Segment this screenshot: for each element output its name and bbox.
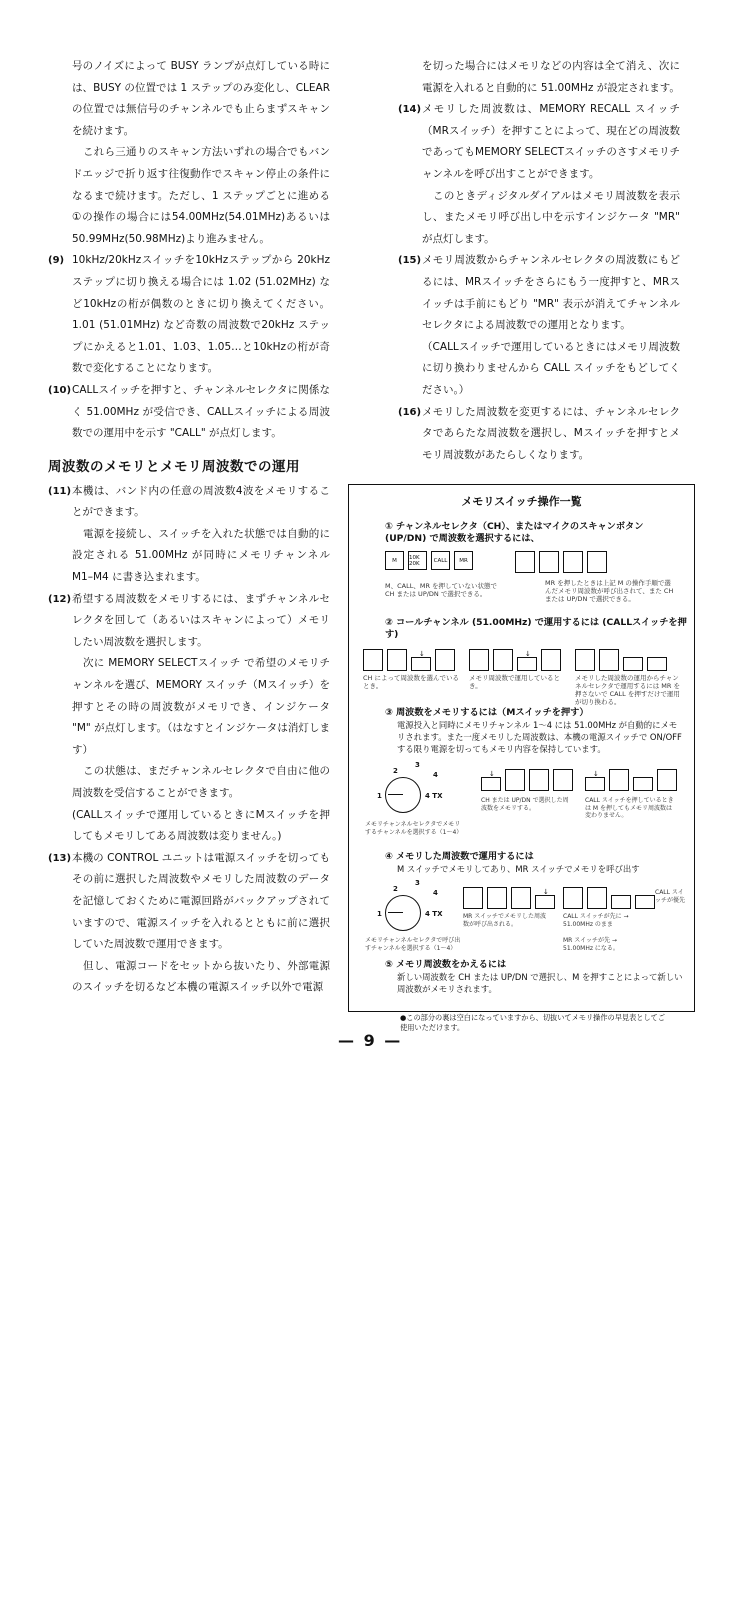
arrow-down-icon: ↓ [525,650,531,658]
step-1 [385,521,685,603]
item-number: (13) [48,852,72,864]
list-item [48,380,330,445]
switch-icon [481,770,501,791]
item-number: (16) [398,406,422,418]
paragraph: 但し、電源コードをセットから抜いたり、外部電源のスイッチを切るなど本機の電源スイッチ以外で電源 [72,959,330,994]
caption: MR スイッチでメモリした周波数が呼び出される。 [463,913,547,928]
memory-channel-dial-icon [385,895,421,931]
switch-icon [469,649,489,671]
item-text: CALLスイッチを押すと、チャンネルセレクタに関係なく 51.00MHz が受信でき、CALLスイッチによる周波数での運用中を示す "CALL" が点灯します。 [72,383,330,440]
dial-label: 1 [377,792,382,800]
dial-label: 4 TX [425,910,443,918]
arrow-down-icon: ↓ [593,770,599,778]
caption: CALL スイッチが先に → 51.00MHz のまま [563,913,629,928]
page-number: — 9 — [338,1031,403,1050]
switch-icon [587,887,607,909]
section-heading: 周波数のメモリとメモリ周波数での運用 [48,458,300,475]
item-text: 希望する周波数をメモリするには、まずチャンネルセレクタを回して（あるいはスキャンによって）メモリしたい周波数を選択します。 [72,592,330,648]
list-item [398,250,680,336]
right-column [398,56,680,466]
switch-icon [541,649,561,671]
list-item [48,589,330,654]
dial-label: 4 TX [425,792,443,800]
switch-icon [517,650,537,671]
switch-icon [511,887,531,909]
caption: メモリ周波数で運用しているとき。 [469,674,560,690]
paragraph: この状態は、まだチャンネルセレクタで自由に他の周波数を受信することができます。 [72,765,330,799]
switch-icon [493,649,513,671]
dial-label: 2 [393,885,398,893]
item-text: メモリした周波数を変更するには、チャンネルセレクタであらたな周波数を選択し、Mスイッチを押すとメモリ周波数があたらしくなります。 [422,405,680,461]
switch-diagram [515,551,607,573]
item-number: (10) [48,384,72,396]
footnote: ●この部分の裏は空白になっていますから、切抜いてメモリ操作の早見表としてご使用いただけます。 [400,1013,666,1032]
item-number: (9) [48,255,65,267]
caption: MR を押したときは上記 M の操作手順で選んだメモリ周波数が呼び出されて、また CH または UP/DN で選択できる。 [545,579,674,603]
paragraph: このときディジタルダイアルはメモリ周波数を表示し、またメモリ呼び出し中を示すインジケータ "MR" が点灯します。 [422,189,680,245]
switch-icon [553,769,573,791]
switch-icon [463,887,483,909]
item-number: (14) [398,104,422,116]
caption: CH または UP/DN で選択した周波数をメモリする。 [481,797,569,812]
left-column [48,56,330,999]
list-item [48,481,330,524]
step-text: M スイッチでメモリしてあり、MR スイッチでメモリを呼び出す [397,864,640,874]
step-text: 新しい周波数を CH または UP/DN で選択し、M を押すことによって新しい周波数がメモリされます。 [397,972,683,994]
paragraph: 号のノイズによって BUSY ランプが点灯している時には、BUSY の位置では 1 ステップのみ変化し、CLEAR の位置では無信号のチャンネルでも止らまずスキャンを続けます。 [72,60,330,137]
dial-label: 4 [433,771,438,779]
item-number: (15) [398,255,422,267]
caption: M、CALL、MR を押していない状態で CH または UP/DN で選択できる。 [385,582,498,598]
switch-group [469,649,561,671]
switch-icon [535,888,555,909]
list-item [48,250,330,380]
box-title: メモリスイッチ操作一覧 [461,495,582,508]
arrow-down-icon: ↓ [419,650,425,658]
step-2 [363,617,688,706]
switch-diagram [585,769,677,791]
caption: メモリチャンネルセレクタで呼び出すチャンネルを選択する（1～4） [365,937,461,952]
memory-key-icon: M [385,551,404,570]
switch-icon [411,650,431,671]
switch-icon [623,657,643,671]
switch-icon [529,769,549,791]
item-text: メモリした周波数は、MEMORY RECALL スイッチ（MRスイッチ）を押すことによって、現在どの周波数であってもMEMORY SELECTスイッチのさすメモリチャンネルを呼び出すことができます。 [422,103,680,180]
dial-label: 2 [393,767,398,775]
switch-icon [657,769,677,791]
switch-icon [515,551,535,573]
item-number: (12) [48,593,72,605]
switch-icon [563,887,583,909]
switch-icon [647,657,667,671]
switch-icon [611,895,631,909]
switch-icon [599,649,619,671]
caption: メモリチャンネルセレクタでメモリするチャンネルを選択する（1～4） [365,821,463,836]
switch-diagram [363,649,688,671]
step-text: 電源投入と同時にメモリチャンネル 1～4 には 51.00MHz が自動的にメモリされます。また一度メモリした周波数は、本機の電源スイッチで ON/OFF する限り電源を切ってもメモリ内容を保持しています。 [397,720,682,754]
item-number: (11) [48,485,72,497]
switch-icon [587,551,607,573]
switch-diagram [481,769,573,791]
dial-label: 3 [415,879,420,887]
memory-channel-dial-icon [385,777,421,813]
paragraph: 次に MEMORY SELECTスイッチ で希望のメモリチャンネルを選び、MEMORY スイッチ（Mスイッチ）を押すとその時の周波数がメモリでき、インジケータ "M" が点灯します。（はなすとインジケータは消灯します） [72,657,330,756]
caption: CALL スイッチを押しているときは M を押してもメモリ周波数は変わりません。 [585,797,674,819]
caption: MR スイッチが先 → 51.00MHz になる。 [563,937,619,952]
dial-label: 4 [433,889,438,897]
step-heading: ③ 周波数をメモリするには（Mスイッチを押す） [385,707,589,718]
paragraph: を切った場合にはメモリなどの内容は全て消え、次に電源を入れると自動的に 51.00MHz が設定されます。 [422,60,680,94]
step-4 [385,851,685,875]
paragraph: （CALLスイッチで運用しているときにはメモリ周波数に切り換わりませんから CALL スイッチをもどしてください。） [422,340,680,396]
call-key-icon: CALL [431,551,450,570]
switch-icon [585,770,605,791]
step-heading: ② コールチャンネル (51.00MHz) で運用するには (CALLスイッチを押す) [385,617,687,640]
arrow-down-icon: ↓ [489,770,495,778]
switch-icon [563,551,583,573]
switch-icon [633,777,653,791]
list-item [398,402,680,467]
switch-icon [505,769,525,791]
item-text: 本機の CONTROL ユニットは電源スイッチを切ってもその前に選択した周波数やメモリした周波数のデータを記憶しておくために電源回路がバックアップされていますので、電源スイッチを入れるとともに前に選択していた周波数で運用できます。 [72,851,330,951]
list-item [48,848,330,956]
memory-switch-table [348,484,695,1012]
step-key-icon: 10K 20K [408,551,427,570]
switch-icon [363,649,383,671]
switch-icon [435,649,455,671]
switch-diagram [563,887,655,909]
switch-icon [635,895,655,909]
dial-label: 1 [377,910,382,918]
caption-row [363,674,688,706]
step-3 [385,707,685,755]
switch-icon [575,649,595,671]
item-text: メモリ周波数からチャンネルセレクタの周波数にもどるには、MRスイッチをさらにもう一度押すと、MRスイッチは手前にもどり "MR" 表示が消えてチャンネルセレクタによる周波数での運用となります。 [422,254,680,332]
switch-row [385,551,685,573]
caption: CH によって周波数を選んでいるとき。 [363,674,459,690]
switch-icon [387,649,407,671]
switch-icon [539,551,559,573]
switch-group [575,649,667,671]
step-heading: ① チャンネルセレクタ（CH）、またはマイクのスキャンボタン (UP/DN) で周波数を選択するには、 [385,521,644,544]
arrow-down-icon: ↓ [543,888,549,896]
caption: メモリした周波数の運用からチャンネルセレクタで運用するには MR を押さないで CALL を押すだけで運用が切り換わる。 [575,674,680,706]
item-text: 本機は、バンド内の任意の周波数4波をメモリすることができます。 [72,484,330,519]
mr-key-icon: MR [454,551,473,570]
paragraph: (CALLスイッチで運用しているときにMスイッチを押してもメモリしてある周波数は変りません。) [72,808,330,843]
dial-label: 3 [415,761,420,769]
paragraph: これら三通りのスキャン方法いずれの場合でもバンドエッジで折り返す往復動作でスキャン停止の条件になるまで続けます。ただし、1 ステップごとに進める①の操作の場合には54.00MHz(54.01MHz)あるいは50.99MHz(50.98MHz)より進みません。 [72,146,330,245]
switch-icon [609,769,629,791]
item-text: 10kHz/20kHzスイッチを10kHzステップから 20kHz ステップに切り換える場合には 1.02 (51.02MHz) など10kHzの桁が偶数のときに切り換えてください。1.01 (51.01MHz) など奇数の周波数で20kHz ステップにかえると1.01、1.03、1.05…と10kHzの桁が奇数で変化することになります。 [72,254,330,375]
caption: CALL スイッチが優先 [655,889,686,904]
list-item [398,99,680,185]
step-heading: ⑤ メモリ周波数をかえるには [385,959,507,970]
step-heading: ④ メモリした周波数で運用するには [385,851,534,862]
step-5 [385,959,685,995]
switch-group [363,649,455,671]
paragraph: 電源を接続し、スイッチを入れた状態では自動的に設定される 51.00MHz が同時にメモリチャンネル M1–M4 に書き込まれます。 [72,527,330,584]
switch-diagram [463,887,555,909]
switch-icon [487,887,507,909]
